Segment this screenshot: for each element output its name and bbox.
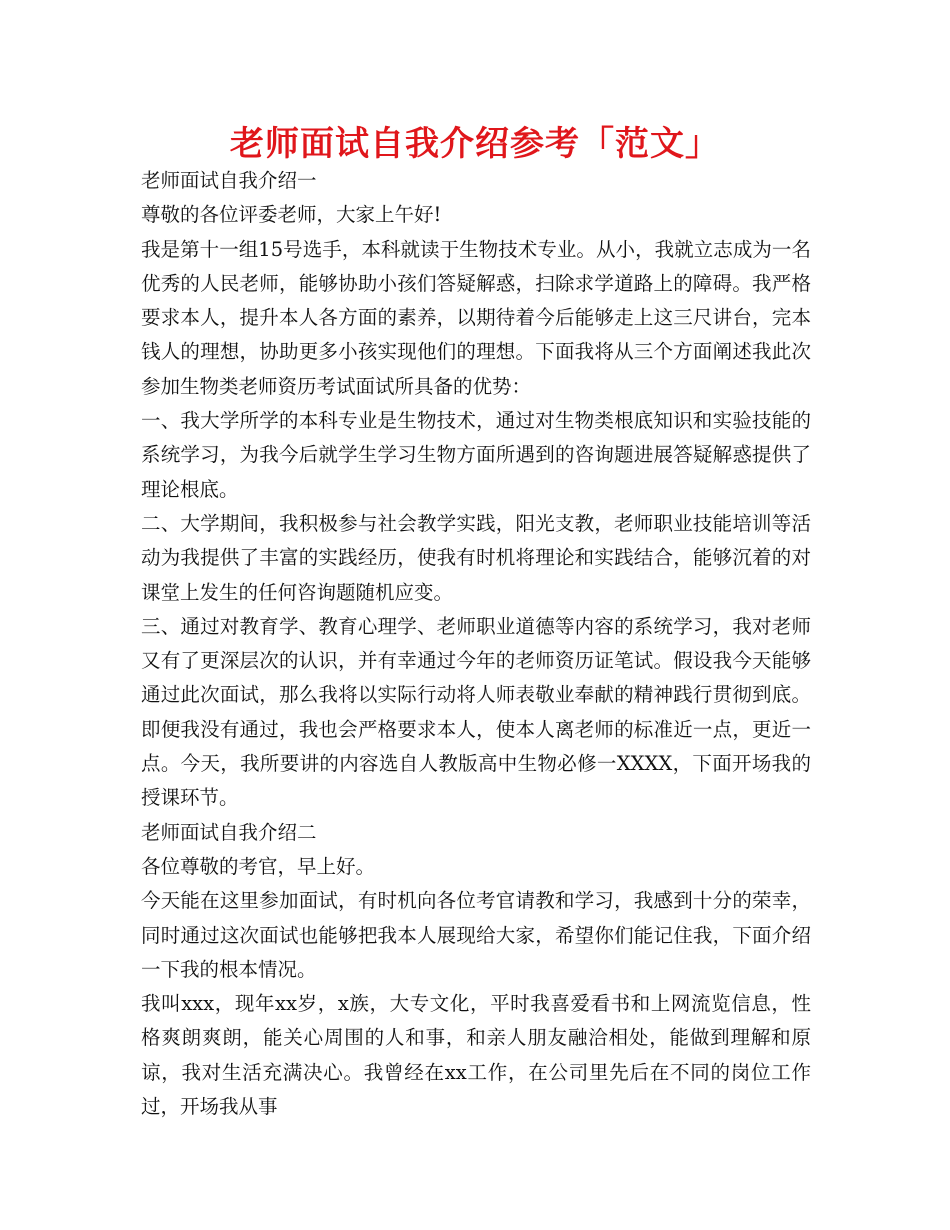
section-heading-2: 老师面试自我介绍二 xyxy=(141,820,317,844)
background-paragraph: 我叫xxx，现年xx岁，x族，大专文化，平时我喜爱看书和上网流览信息，性格爽朗爽朗，能关心周围的人和事，和亲人朋友融洽相处，能做到理解和原谅，我对生活充满决心。我曾经在xx工作，在公司里先后在不同的岗位工作过，开场我从事 xyxy=(141,992,811,1119)
document-title: 老师面试自我介绍参考「范文」 xyxy=(230,124,720,164)
intro-paragraph-2: 今天能在这里参加面试，有时机向各位考官请教和学习，我感到十分的荣幸，同时通过这次面试也能够把我本人展现给大家，希望你们能记住我，下面介绍一下我的根本情况。 xyxy=(141,889,811,981)
section-heading-1: 老师面试自我介绍一 xyxy=(141,169,317,192)
greeting-paragraph-2: 各位尊敬的考官，早上好。 xyxy=(141,854,376,878)
advantage-paragraph-3: 三、通过对教育学、教育心理学、老师职业道德等内容的系统学习，我对老师又有了更深层次的认识，并有幸通过今年的老师资历证笔试。假设我今天能够通过此次面试，那么我将以实际行动将人师表敬业奉献的精神践行贯彻到底。即便我没有通过，我也会严格要求本人，使本人离老师的标准近一点，更近一点。今天，我所要讲的内容选自人教版高中生物必修一XXXX，下面开场我的授课环节。 xyxy=(141,614,811,810)
advantage-paragraph-2: 二、大学期间，我积极参与社会教学实践，阳光支教，老师职业技能培训等活动为我提供了丰富的实践经历，使我有时机将理论和实践结合，能够沉着的对课堂上发生的任何咨询题随机应变。 xyxy=(141,511,811,604)
advantage-paragraph-1: 一、我大学所学的本科专业是生物技术，通过对生物类根底知识和实验技能的系统学习，为我今后就学生学习生物方面所遇到的咨询题进展答疑解惑提供了理论根底。 xyxy=(141,409,811,501)
greeting-paragraph-1: 尊敬的各位评委老师，大家上午好! xyxy=(141,203,442,227)
intro-paragraph-1: 我是第十一组15号选手，本科就读于生物技术专业。从小，我就立志成为一名优秀的人民老师，能够协助小孩们答疑解惑，扫除求学道路上的障碍。我严格要求本人，提升本人各方面的素养，以期待着今后能够走上这三尺讲台，完本钱人的理想，协助更多小孩实现他们的理想。下面我将从三个方面阐述我此次参加生物类老师资历考试面试所具备的优势： xyxy=(141,237,811,398)
document-body xyxy=(141,164,811,1124)
